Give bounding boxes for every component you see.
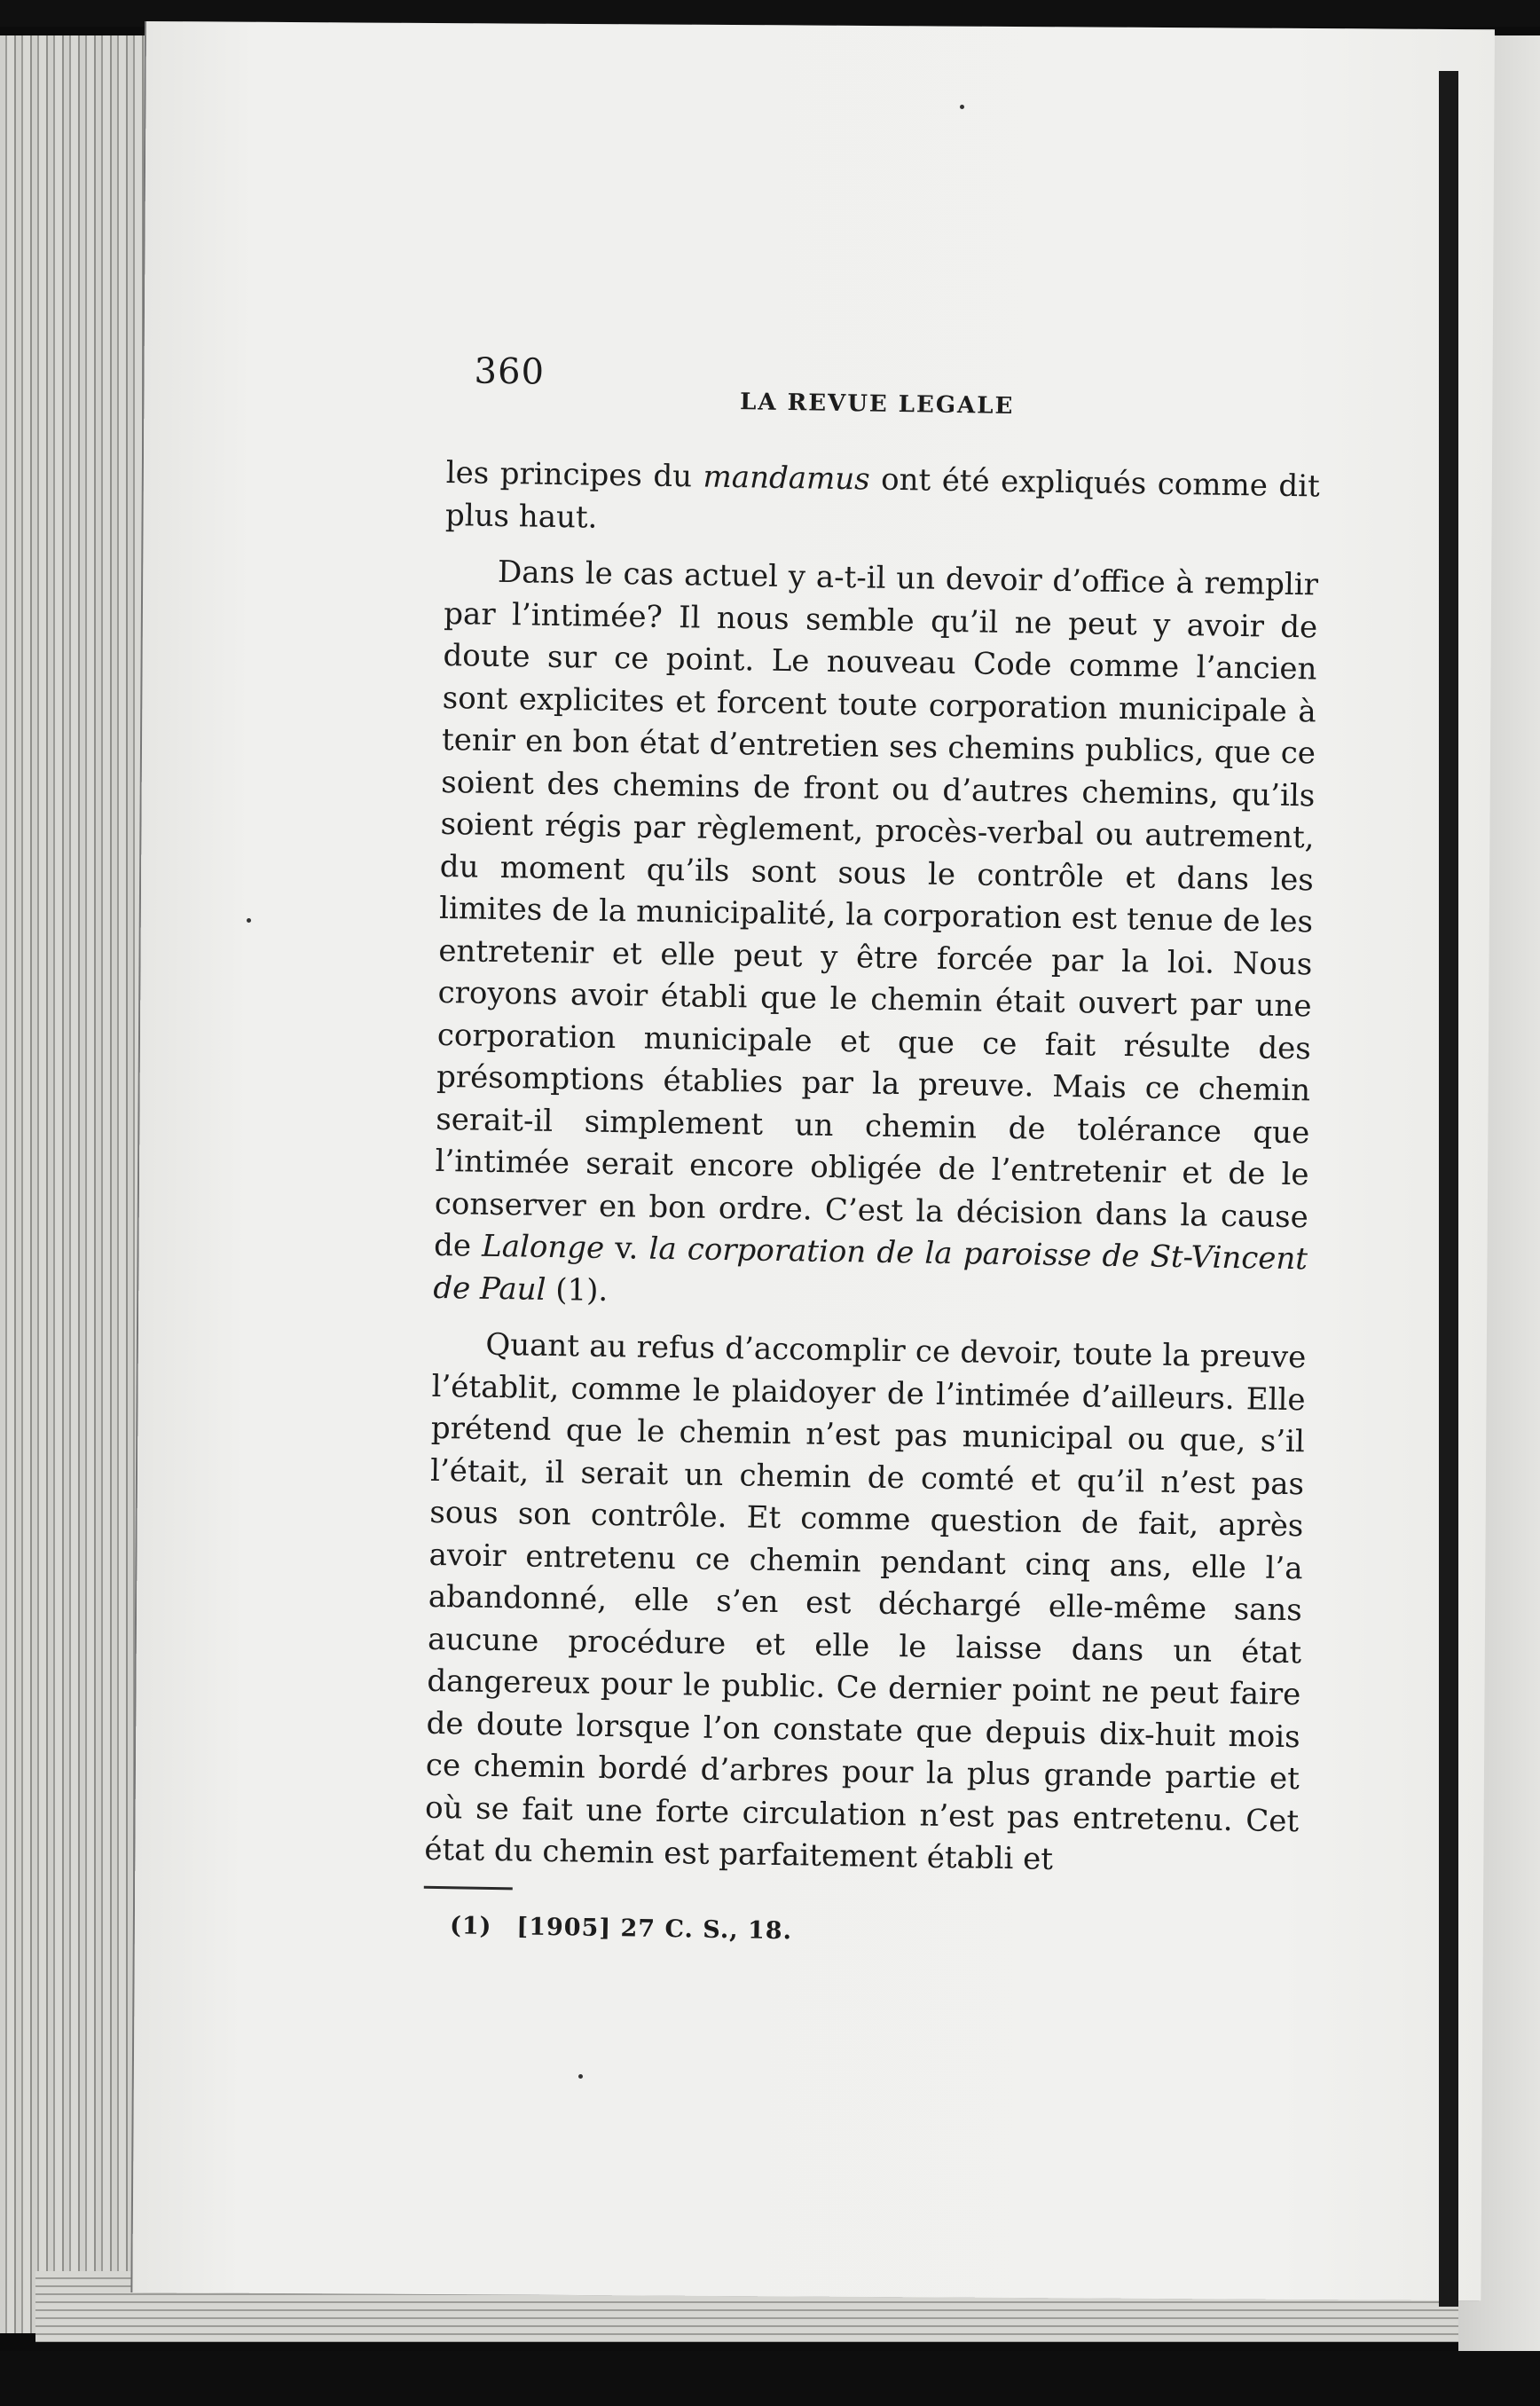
paragraph-1 [445,452,1320,550]
page-text-block [423,350,1322,1953]
paper-speck [247,918,251,923]
text-segment: v. [603,1230,649,1267]
page-number: 360 [474,350,546,393]
body-text [424,452,1320,1885]
text-segment: les principes du [445,454,703,495]
italic-term-mandamus: mandamus [703,459,870,498]
footnote-reference: (1). [546,1271,609,1309]
paragraph-3 [424,1324,1307,1885]
scan-bottom-edge [0,2351,1540,2406]
book-binding-gutter [1439,71,1458,2307]
paragraph-2 [433,551,1318,1323]
paper-speck [578,2074,583,2079]
footnote-marker: (1) [449,1911,492,1940]
paper-speck [960,105,964,109]
text-segment: ont été expliqués comme dit plus haut. [444,461,1321,536]
italic-case-party: Lalonge [481,1228,605,1266]
text-segment: Dans le cas actuel y a-t-il un devoir d’office à remplir par l’intimée? Il nous semble qu’il ne peut y avoir de doute sur ce point. Le nouveau Code comme l’ancien sont explicites et forcent toute corporation municipale à tenir en bon état d’entretien ses chemins publics, que ce soient des chemins de front ou d’autres chemins, qu’ils soient régis par règlement, procès-verbal ou autrement, du moment qu’ils sont sous le contrôle et dans les limites de la municipalité, la corporation est tenue de les entretenir et elle peut y être forcée par la loi. Nous croyons avoir établi que le chemin était ouvert par une corporation municipale et que ce fait résulte des présomptions établies par la preuve. Mais ce chemin serait-il simplement un chemin de tolérance que l’intimée serait encore obligée de l’entretenir et de le conserver en bon ordre. C’est la décision dans la cause de [433,554,1319,1264]
footnote-citation: [1905] 27 C. S., 18. [516,1912,793,1945]
journal-title: LA REVUE LEGALE [739,389,1015,421]
footnote-rule [424,1885,513,1890]
text-segment: Quant au refus d’accomplir ce devoir, toute la preuve l’établit, comme le plaidoyer de l’intimée d’ailleurs. Elle prétend que le chemin n’est pas municipal ou que, s’il l’était, il serait un chemin de comté et qu’il n’est pas sous son contrôle. Et comme question de fait, après avoir entretenu ce chemin pendant cinq ans, elle l’a abandonné, elle s’en est déchargé elle-même sans aucune procédure et elle le laisse dans un état dangereux pour le public. Ce dernier point ne peut faire de doute lorsque l’on constate que depuis dix-huit mois ce chemin bordé d’arbres pour la plus grande partie et où se fait une forte circulation n’est pas entretenu. Cet état du chemin est parfaitement établi et [424,1326,1307,1877]
running-head [447,350,1322,426]
italic-case-party: la corporation de la paroisse de St-Vincent de Paul [433,1231,1308,1308]
